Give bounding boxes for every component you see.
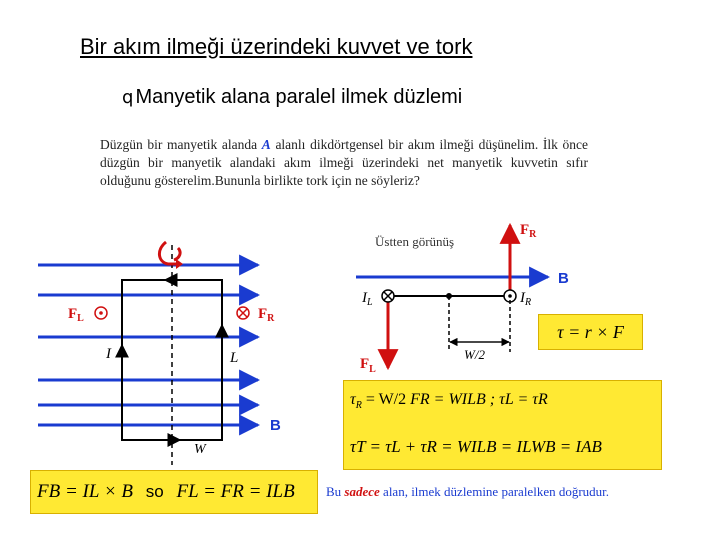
force-equation: FB = IL × B so FL = FR = ILB — [37, 481, 295, 502]
top-IL-label: $I_L$ — [362, 290, 373, 308]
bottom-note: Bu sadece alan, ilmek düzlemine paralelken doğrudur. — [326, 484, 610, 499]
page-title: Bir akım ilmeği üzerindeki kuvvet ve tork — [80, 34, 473, 59]
torque-definition-box — [538, 314, 643, 350]
paragraph-text-1: Düzgün bir manyetik alanda — [100, 137, 262, 152]
top-B-label: B — [558, 270, 569, 287]
force-equation-box — [30, 470, 318, 514]
left-B-label: B — [270, 417, 281, 434]
left-FR-label: $F_R$ — [258, 306, 275, 324]
torque-definition: τ = r × F — [557, 322, 624, 342]
torque-calc-box — [343, 380, 662, 470]
torque-line-1: $\tau_R = W/2$ FR = WILB ; τL = τR — [350, 391, 548, 412]
bullet-text: Manyetik alana paralel ilmek düzlemi — [135, 86, 463, 108]
top-FR-label: $F_R$ — [520, 222, 537, 240]
left-L-label: L — [230, 350, 239, 366]
left-I-label: I — [106, 346, 111, 362]
top-view-caption: Üstten görünüş — [375, 234, 455, 249]
field-lines-left — [38, 265, 258, 425]
left-FL-label: $F_L$ — [68, 306, 84, 324]
area-symbol: A — [261, 137, 271, 152]
bullet-marker: q — [122, 87, 134, 108]
torque-line-2: τT = τL + τR = WILB = ILWB = IAB — [350, 437, 602, 456]
half-width-label: W/2 — [464, 347, 485, 362]
left-W-label: W — [194, 442, 206, 457]
into-page-icon — [237, 307, 249, 319]
paragraph-text-2: alanlı dikdörtgensel bir akım ilmeği düşünelim. İlk önce düzgün bir manyetik alandaki akım ilmeği üzerindeki net manyetik kuvvetin sıfır olduğunu gösterelim.Bununla birlikte tork için ne söyleriz? — [100, 137, 589, 188]
top-IR-label: $I_R$ — [520, 290, 532, 308]
top-FL-label: $F_L$ — [360, 356, 376, 375]
top-IL-cross-icon — [382, 290, 394, 302]
